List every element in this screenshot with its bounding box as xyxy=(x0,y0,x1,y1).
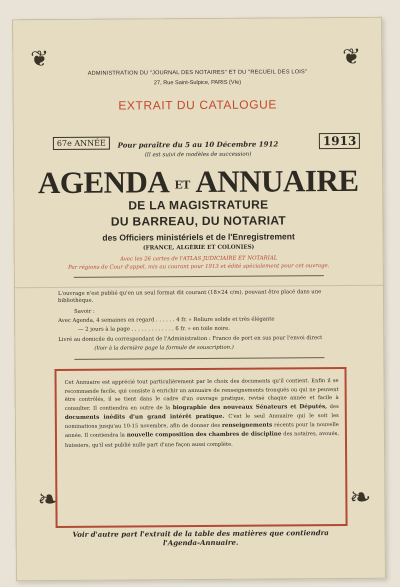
box-text-4: récents pour la nouvelle année. Il contiendra la xyxy=(64,422,339,440)
highlight-text xyxy=(65,377,339,450)
divider xyxy=(74,275,324,278)
subtitle-magistrature: DE LA MAGISTRATURE xyxy=(128,197,269,213)
publication-date: Pour paraître du 5 au 10 Décembre 1912 xyxy=(117,139,279,150)
extrait-heading: EXTRAIT DU CATALOGUE xyxy=(118,97,278,113)
subtitle-regions: (FRANCE, ALGÉRIE ET COLONIES) xyxy=(142,244,255,252)
delivery-line: Livré au domicile du correspondant de l'Administration : Franco de port en sus pour l'envoi direct xyxy=(58,335,323,343)
savoir-label: Savoir : xyxy=(74,308,95,315)
corner-ornament-icon: ❦ xyxy=(342,44,361,70)
title-agenda: AGENDA xyxy=(37,164,168,201)
box-text-5: des notaires, avoués, huissiers, qu'il est publié nulle part d'une façon aussi complète. xyxy=(64,431,340,449)
price-line-1: Avec Agenda, 4 semaines en regard . . . . . . 4 fr. » Reliure solide et très élégante xyxy=(58,316,275,324)
box-text-1: Cet Annuaire est apprécié tout particulièrement par le choix des documents qu'il contient. Enfin il se recommande facile, qui consiste à enrichir un annuaire de renseignements tronqués ou qui ne peuvent être contrôlés, il se tient dans le cadre d'un ouvrage pratique, revisé chaque année et facile à consulter. Il contiendra en outre de la xyxy=(64,378,339,412)
subscription-note: (Voir à la dernière page la formule de souscription.) xyxy=(94,344,234,352)
side-ornament-icon: ❧ xyxy=(349,482,372,513)
title-et: ET xyxy=(174,177,190,192)
box-bold-4: nouvelle composition des chambres de discipline xyxy=(126,431,282,439)
side-ornament-icon: ❧ xyxy=(37,484,60,516)
box-bold-2: documents inédits d'un grand intérêt pratique. xyxy=(64,413,225,421)
box-text-2: des xyxy=(329,403,339,410)
footer-note-1: Voir d'autre part l'extrait de la table des matières que contiendra xyxy=(72,528,329,539)
suite-note: (Il est suivi de modèles de succession) xyxy=(144,151,252,159)
subtitle-barreau: DU BARREAU, DU NOTARIAT xyxy=(110,213,287,229)
box-bold-3: renseignements xyxy=(221,422,273,430)
format-paragraph: L'ouvrage n'est publié qu'en un seul format dit courant (18×24 c/m), pouvant être placé dans une bibliothèque. xyxy=(57,289,322,305)
divider xyxy=(74,357,324,360)
fold-line xyxy=(14,285,384,289)
year-badge: 1913 xyxy=(319,133,361,149)
atlas-notice-detail: Par régions de Cour d'appel, mis au courant pour 1913 et édité spécialement pour cet ouvrage. xyxy=(68,263,330,271)
box-text-3: C'est le seul Annuaire qui le soit les nominations jusqu'au 10-15 novembre, afin de donner des xyxy=(64,412,339,431)
annee-badge: 67e ANNÉE xyxy=(53,137,110,150)
corner-ornament-icon: ❦ xyxy=(30,47,49,73)
main-title xyxy=(13,163,383,202)
footer-note-2: l'Agenda-Annuaire. xyxy=(162,537,239,548)
atlas-notice: Avec les 26 cartes de l'ATLAS JUDICIAIRE ET NOTARIAL xyxy=(120,255,278,263)
title-annuaire: ANNUAIRE xyxy=(195,162,359,200)
address-line: 27, Rue Saint-Sulpice, PARIS (VIe) xyxy=(153,79,242,87)
highlight-box xyxy=(54,367,347,528)
price-line-2: — 2 jours à la page . . . . . . . . . . . . . 6 fr. » en toile noire. xyxy=(78,325,231,333)
box-bold-1: biographie des nouveaux Sénateurs et Députés, xyxy=(172,403,328,411)
administration-line: ADMINISTRATION DU "JOURNAL DES NOTAIRES" ET DU "RECUEIL DES LOIS" xyxy=(87,69,308,77)
subtitle-officiers: des Officiers ministériels et de l'Enregistrement xyxy=(102,231,295,243)
catalogue-sheet xyxy=(12,17,386,582)
